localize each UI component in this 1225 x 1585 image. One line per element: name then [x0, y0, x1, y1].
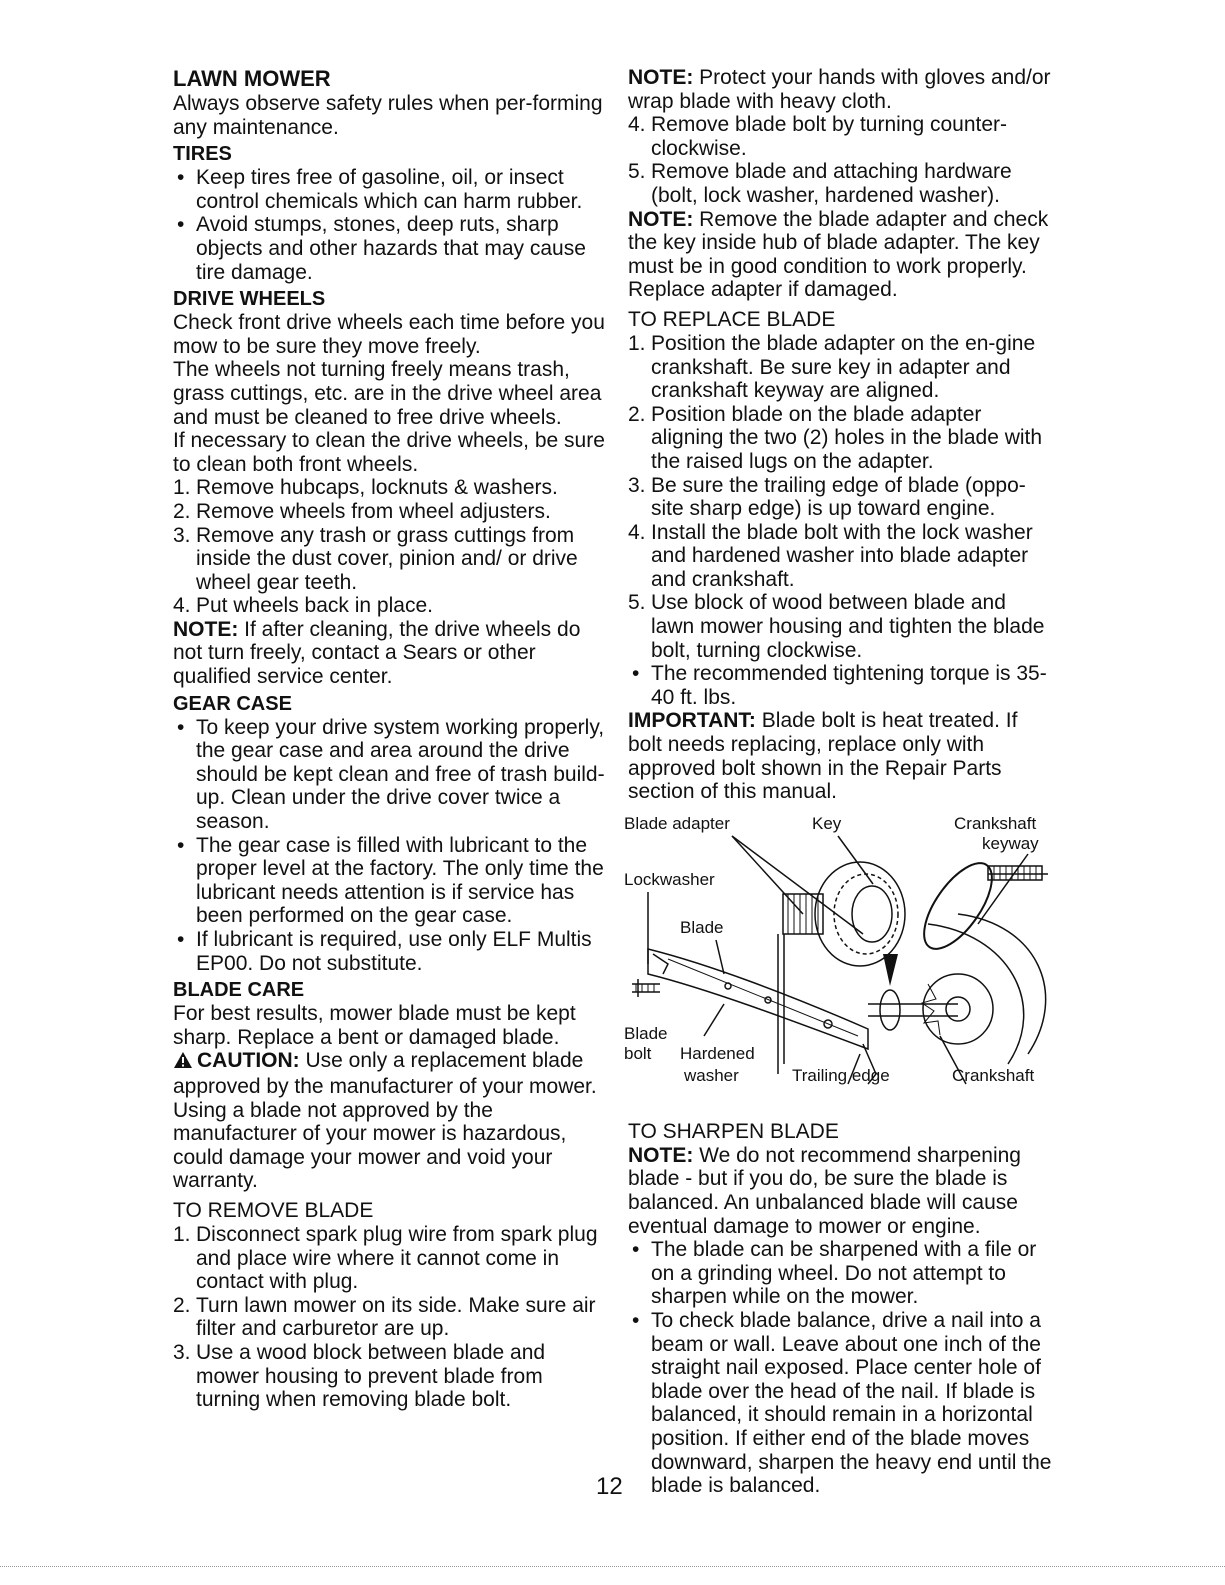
list-item	[628, 113, 1052, 160]
blade-assembly-diagram	[624, 813, 1052, 1114]
intro-text: Always observe safety rules when per-forming any maintenance.	[173, 92, 603, 139]
heading-gear-case: GEAR CASE	[173, 692, 292, 715]
note-text: If after cleaning, the drive wheels do not turn freely, contact a Sears or other qualified service center.	[173, 617, 581, 689]
list-item: • Keep tires free of gasoline, oil, or insect control chemicals which can harm rubber.	[173, 166, 605, 213]
label-key: Key	[812, 813, 842, 833]
label-blade-adapter: Blade adapter	[624, 813, 730, 833]
list-item	[173, 476, 605, 500]
drive-wheels-p2: The wheels not turning freely means trash, grass cuttings, etc. are in the drive wheel area and must be cleaned to free drive wheels.	[173, 358, 602, 429]
important-paragraph	[628, 709, 1052, 803]
note-label: NOTE:	[628, 1143, 694, 1167]
important-label: IMPORTANT:	[628, 709, 756, 733]
caution-paragraph	[173, 1049, 605, 1193]
step-number: 5.	[628, 160, 646, 184]
label-crankshaft: Crankshaft	[952, 1065, 1035, 1085]
section-title-lawn-mower: LAWN MOWER	[173, 66, 331, 91]
page-number: 12	[596, 1473, 623, 1500]
heading-tires: TIRES	[173, 143, 232, 166]
label-crankshaft-keyway-2: keyway	[982, 833, 1039, 853]
step-text: Position the blade adapter on the en-gine crankshaft. Be sure key in adapter and crankshaft keyway are aligned.	[651, 331, 1036, 403]
note-label: NOTE:	[173, 617, 239, 641]
note-label: NOTE:	[628, 66, 694, 89]
sharpen-note	[628, 1144, 1052, 1238]
note-text: Protect your hands with gloves and/or wrap blade with heavy cloth.	[628, 66, 1051, 113]
drive-wheels-p3: If necessary to clean the drive wheels, be sure to clean both front wheels.	[173, 429, 605, 476]
step-text: Remove hubcaps, locknuts & washers.	[196, 476, 558, 500]
list-item	[173, 1223, 605, 1294]
list-item	[173, 1294, 605, 1341]
drive-wheels-steps	[173, 476, 605, 618]
list-item: • To keep your drive system working properly, the gear case and area around the drive should be kept clean and free of trash build-up. Clean under the drive cover twice a season.	[173, 716, 605, 834]
label-hardened-2: washer	[684, 1065, 739, 1085]
list-item	[173, 594, 605, 618]
step-number: 1.	[628, 331, 646, 355]
remove-blade-steps	[173, 1223, 605, 1412]
right-column	[624, 66, 1052, 1498]
label-blade-bolt-2: bolt	[624, 1043, 652, 1063]
gear-case-list	[173, 716, 605, 976]
list-item: • The blade can be sharpened with a file or on a grinding wheel. Do not attempt to sharpen while on the mower.	[628, 1238, 1052, 1309]
heading-replace-blade: TO REPLACE BLADE	[628, 307, 836, 331]
list-item	[628, 474, 1052, 521]
list-item: • To check blade balance, drive a nail into a beam or wall. Leave about one inch of the straight nail exposed. Place center hole of blade over the head of the nail. If blade is balanced, it should remain in a horizontal position. If either end of the blade moves downward, sharpen the heavy end until the blade is balanced.	[628, 1309, 1052, 1498]
list-item	[628, 160, 1052, 207]
warning-icon	[173, 1051, 193, 1075]
caution-label: CAUTION:	[197, 1049, 300, 1073]
list-item: • The gear case is filled with lubricant to the proper level at the factory. The only time the lubricant needs attention is if service has been performed on the gear case.	[173, 834, 605, 928]
label-blade-bolt-1: Blade	[624, 1023, 668, 1043]
step-text: Use a wood block between blade and mower housing to prevent blade from turning when removing blade bolt.	[196, 1340, 546, 1412]
label-lockwasher: Lockwasher	[624, 869, 715, 889]
step-number: 1.	[173, 476, 191, 500]
replace-blade-steps	[628, 332, 1052, 662]
step-number: 3.	[173, 523, 191, 547]
list-item: • If lubricant is required, use only ELF Multis EP00. Do not substitute.	[173, 928, 605, 975]
step-text: Remove blade and attaching hardware (bolt, lock washer, hardened washer).	[651, 160, 1012, 207]
step-number: 2.	[173, 1293, 191, 1317]
heading-sharpen-blade: TO SHARPEN BLADE	[628, 1119, 839, 1143]
list-item	[173, 524, 605, 595]
step-text: Remove blade bolt by turning counter-clockwise.	[651, 113, 1008, 160]
heading-remove-blade: TO REMOVE BLADE	[173, 1198, 374, 1222]
label-crankshaft-keyway-1: Crankshaft	[954, 813, 1037, 833]
step-number: 3.	[628, 473, 646, 497]
list-item	[628, 521, 1052, 592]
step-text: Remove wheels from wheel adjusters.	[196, 499, 551, 523]
blade-care-p1: For best results, mower blade must be kept sharp. Replace a bent or damaged blade.	[173, 1002, 576, 1049]
step-number: 1.	[173, 1222, 191, 1246]
drive-wheels-p1: Check front drive wheels each time before you mow to be sure they move freely.	[173, 311, 605, 358]
note-text: Remove the blade adapter and check the key inside hub of blade adapter. The key must be in good condition to work properly. Replace adapter if damaged.	[628, 207, 1049, 302]
step-text: Remove any trash or grass cuttings from inside the dust cover, pinion and/ or drive wheel gear teeth.	[196, 523, 578, 594]
note-label: NOTE:	[628, 207, 694, 231]
step-text: Be sure the trailing edge of blade (oppo-site sharp edge) is up toward engine.	[651, 473, 1026, 521]
step-number: 5.	[628, 591, 646, 615]
label-blade: Blade	[680, 917, 724, 937]
list-item	[173, 500, 605, 524]
step-number: 4.	[628, 520, 646, 544]
step-number: 4.	[628, 113, 646, 137]
list-item	[628, 332, 1052, 403]
note-text: We do not recommend sharpening blade - but if you do, be sure the blade is balanced. An unbalanced blade will cause eventual damage to mower or engine.	[628, 1143, 1021, 1238]
list-item	[173, 1341, 605, 1412]
step-text: Position blade on the blade adapter aligning the two (2) holes in the blade with the raised lugs on the adapter.	[651, 402, 1043, 473]
sharpen-list	[628, 1238, 1052, 1498]
torque-list	[628, 662, 1052, 709]
list-item	[628, 403, 1052, 474]
remove-blade-steps-continued	[628, 113, 1052, 207]
heading-blade-care: BLADE CARE	[173, 979, 305, 1002]
step-text: Install the blade bolt with the lock washer and hardened washer into blade adapter and crankshaft.	[651, 520, 1033, 591]
step-text: Use block of wood between blade and lawn mower housing and tighten the blade bolt, turning clockwise.	[651, 591, 1045, 662]
step-text: Disconnect spark plug wire from spark plug and place wire where it cannot come in contact with plug.	[196, 1222, 598, 1294]
bottom-divider	[0, 1566, 1225, 1567]
important-text: Blade bolt is heat treated. If bolt needs replacing, replace only with approved bolt shown in the Repair Parts section of this manual.	[628, 709, 1018, 804]
step-number: 2.	[628, 402, 646, 426]
step-number: 3.	[173, 1340, 191, 1364]
list-item	[628, 591, 1052, 662]
note-adapter	[628, 208, 1052, 302]
step-text: Turn lawn mower on its side. Make sure air filter and carburetor are up.	[196, 1293, 596, 1341]
tires-list	[173, 166, 605, 284]
list-item: • The recommended tightening torque is 35-40 ft. lbs.	[628, 662, 1052, 709]
label-trailing-edge: Trailing edge	[792, 1065, 890, 1085]
heading-drive-wheels: DRIVE WHEELS	[173, 288, 326, 311]
step-text: Put wheels back in place.	[196, 594, 433, 618]
drive-wheels-note	[173, 618, 605, 689]
step-number: 2.	[173, 499, 191, 523]
step-number: 4.	[173, 594, 191, 618]
label-hardened-1: Hardened	[680, 1043, 755, 1063]
list-item: • Avoid stumps, stones, deep ruts, sharp objects and other hazards that may cause tire damage.	[173, 213, 605, 284]
note-gloves	[628, 66, 1052, 113]
left-column	[173, 66, 605, 1412]
caution-text: Use only a replacement blade approved by the manufacturer of your mower. Using a blade not approved by the manufacturer of your mower is hazardous, could damage your mower and void your warranty.	[173, 1049, 597, 1193]
